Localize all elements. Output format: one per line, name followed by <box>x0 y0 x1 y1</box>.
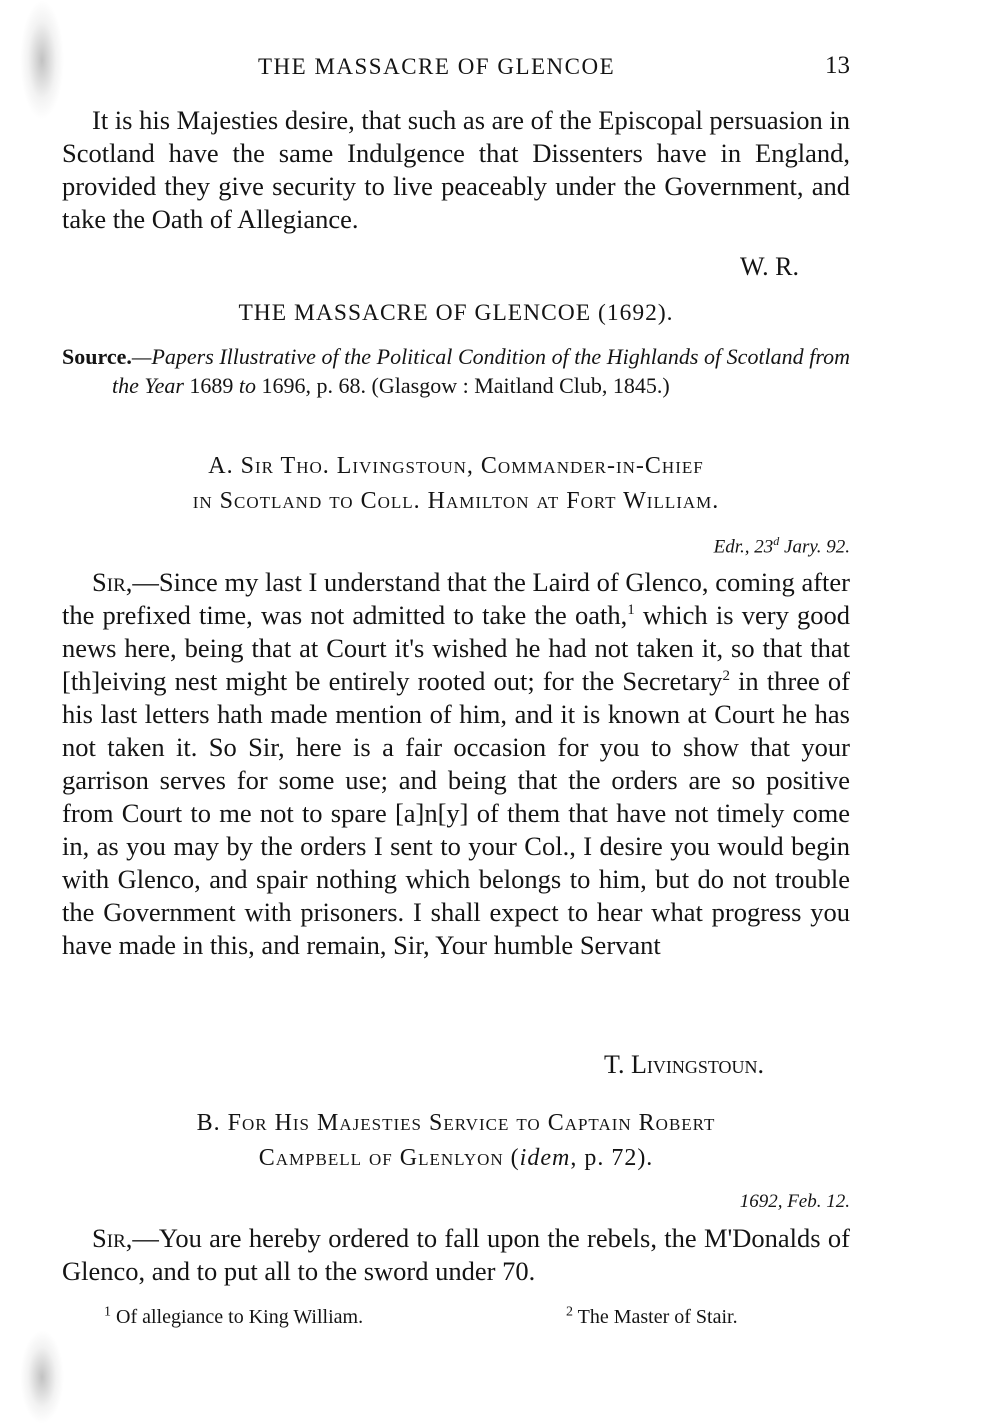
footnote-ref-2: 2 <box>722 668 730 685</box>
letter-b-heading-line1: B. For His Majesties Service to Captain Robert <box>196 1110 716 1136</box>
running-title: THE MASSACRE OF GLENCOE <box>258 54 616 79</box>
letter-a-salutation: Sir, <box>92 567 133 597</box>
footnote-2-text: The Master of Stair. <box>577 1306 738 1328</box>
section-title: THE MASSACRE OF GLENCOE (1692). <box>238 300 674 326</box>
letter-a-signature: T. Livingstoun. <box>604 1050 764 1079</box>
footnote-2-mark: 2 <box>566 1304 573 1320</box>
scan-speck-top <box>20 0 64 120</box>
page-number: 13 <box>825 52 850 79</box>
footnote-1-text: Of allegiance to King William. <box>116 1306 364 1328</box>
footnote-1 <box>104 1306 363 1329</box>
scan-speck-bottom <box>20 1330 64 1424</box>
source-year-start: 1689 <box>189 373 234 398</box>
letter-b-heading-line2: Campbell of Glenlyon (idem, p. 72). <box>258 1145 654 1171</box>
source-citation <box>62 342 850 400</box>
source-title: Papers Illustrative of the Political Condition of the Highlands of Scotland from the Year <box>112 344 850 398</box>
source-publication: p. 68. (Glasgow : Maitland Club, 1845.) <box>316 373 670 398</box>
letter-b-body: Sir,—You are hereby ordered to fall upon the rebels, the M'Donalds of Glenco, and to put all to the sword under 70. <box>62 1223 850 1286</box>
source-to: to <box>238 373 257 398</box>
source-year-end: 1696, <box>261 373 312 398</box>
letter-b-date: 1692, Feb. 12. <box>739 1191 850 1212</box>
intro-signature: W. R. <box>740 252 799 281</box>
source-dash: — <box>131 344 152 369</box>
footnote-2 <box>566 1306 738 1329</box>
letter-a-heading-line1: A. Sir Tho. Livingstoun, Commander-in-Chief <box>208 453 704 479</box>
intro-paragraph <box>62 104 850 236</box>
letter-a-body: Sir,—Since my last I understand that the Laird of Glenco, coming after the prefixed time, was not admitted to take the oath,$^1$ which is very good news here, being that at Court it's wished he had not taken it, so that that [th]eiving nest might be entirely rooted out; for the Secretary$^2$ in three of his last letters hath made mention of him, and it is known at Court he has not taken it. So Sir, here is a fair occasion for you to show that your garrison serves for some use; and being that the orders are so positive from Court to me not to spare [a]n[y] of them that have not timely come in, as you may by the orders I sent to your Col., I desire you would begin with Glenco, and spair nothing which belongs to him, but do not trouble the Government with prisoners. I shall expect to hear what progress you have made in this, and remain, Sir, Your humble Servant <box>62 567 850 960</box>
book-page <box>62 0 850 1424</box>
source-label: Source. <box>62 344 132 369</box>
letter-b-salutation: Sir, <box>92 1223 133 1253</box>
intro-text: It is his Majesties desire, that such as are of the Episcopal persuasion in Scotland have the same Indulgence that Dissenters have in England, provided they give security to live peaceably under the Government, and take the Oath of Allegiance. <box>62 105 851 234</box>
footnote-ref-1: 1 <box>627 602 635 619</box>
letter-a-heading-line2: in Scotland to Coll. Hamilton at Fort William. <box>192 488 720 514</box>
letter-a-date: Edr., 23$^d$ Jary. 92. <box>713 534 850 558</box>
page-header <box>62 52 850 84</box>
footnote-1-mark: 1 <box>104 1304 111 1320</box>
